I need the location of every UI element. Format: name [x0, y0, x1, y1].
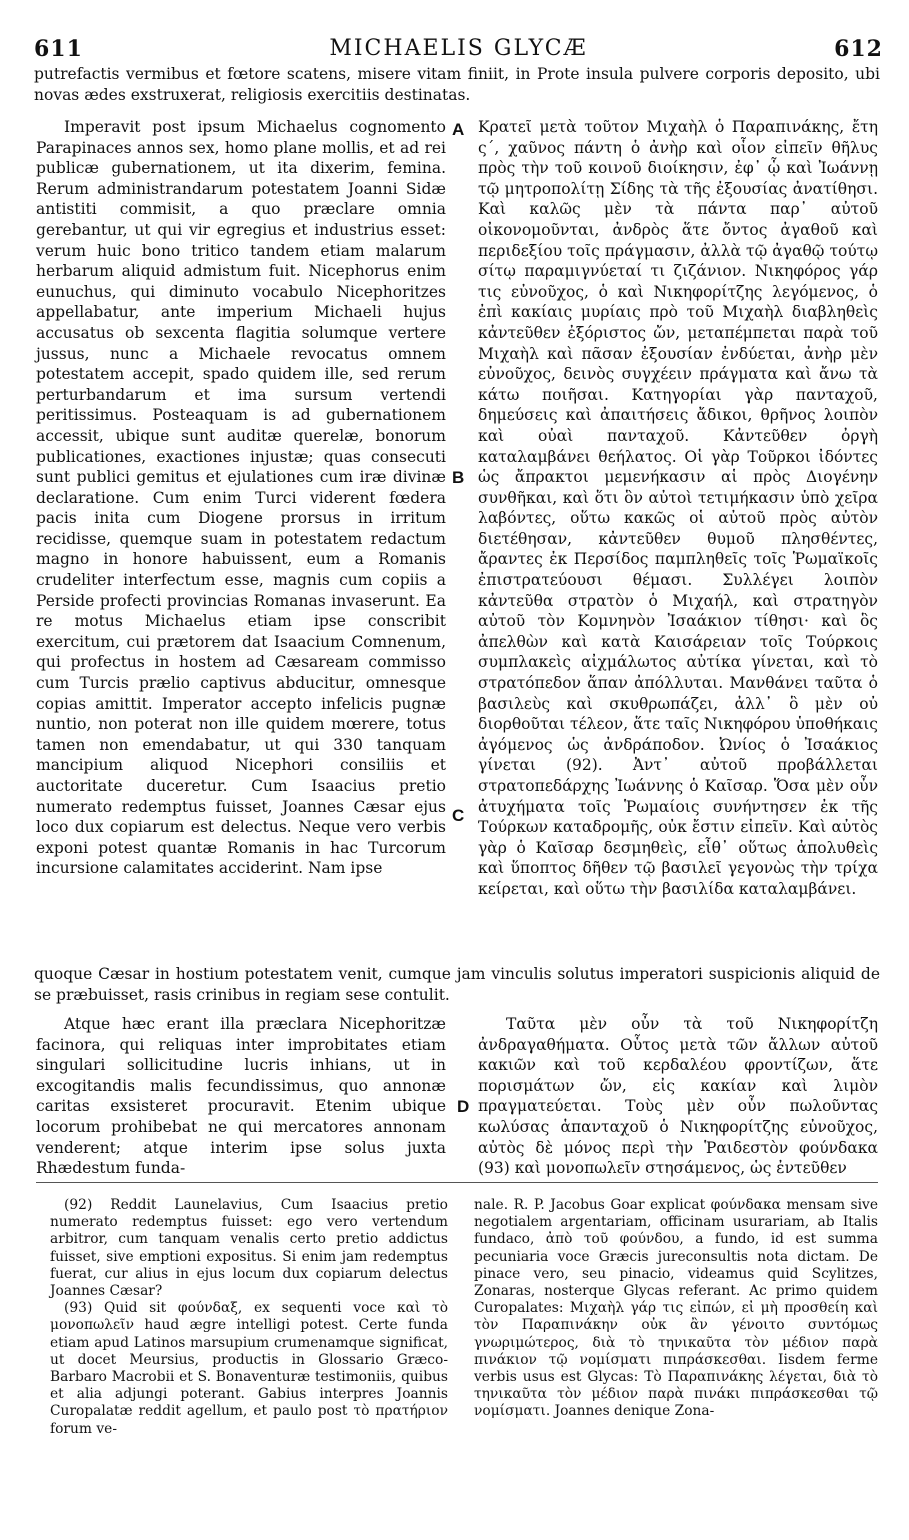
bridge-text	[34, 964, 880, 1005]
margin-marker-a: A	[452, 120, 465, 139]
footnote-93-continued: nale. R. P. Jacobus Goar explicat φούνδακα mensam sive negotialem argentariam, officinam usurariam, ab Italis fundaco, ἀπὸ τοῦ φούνδου, a fundo, id est summa pecuniaria voce Græcis jureconsultis nota dictam. De pinace vero, seu pinacio, videamus quid Scylitzes, Zonaras, nosterque Glycas referant. Ac primo quidem Curopalates: Μιχαὴλ γάρ τις εἰπών, εἰ μὴ προσθείη καὶ τὸν Παραπινάκην οὐκ ἂν γένοιτο συντόμως γνωριμώτερος, διὰ τὸ τηνικαῦτα τὸν μέδιον παρὰ πινάκιον τῷ νομίσματι πιπράσκεσθαι. Iisdem ferme verbis usus est Glycas: Τὸ Παραπινάκης λέγεται, διὰ τὸ τηνικαῦτα τὸν μέδιον παρὰ πινάκι πιπράσκεσθαι τῷ νομίσματι. Joannes denique Zona-	[474, 1197, 878, 1420]
page-number-right: 612	[834, 36, 883, 62]
latin-paragraph-2: Atque hæc erant illa præclara Nicephoritzæ facinora, qui reliquas inter improbitates etiam singulari sollicitudine lucris inhians, ut in excogitandis malis fecundissimus, quo annonæ caritas exsisteret procuravit. Etenim ubique locorum prohibebat ne qui mercatores annonam venderent; atque interim ipse solus juxta Rhædestum funda-	[36, 1015, 446, 1178]
page-number-left: 611	[34, 36, 83, 62]
margin-marker-b: B	[452, 468, 465, 487]
footnote-93: (93) Quid sit φούνδαξ, ex sequenti voce καὶ τὸ μονοπωλεῖν haud ægre intelligi potest. Certe funda etiam apud Latinos marsupium crumenamque significat, ut docet Meursius, productis in Glossario Græco-Barbaro Macrobii et S. Bonaventuræ testimoniis, quibus et alia adjungi poterant. Gabius interpres Joannis Curopalatæ reddit agellum, et paulo post τὸ πρατήριον forum ve-	[50, 1300, 448, 1437]
latin-column-upper	[36, 117, 446, 879]
latin-paragraph-1: Imperavit post ipsum Michaelus cognomento Parapinaces annos sex, homo plane mollis, et ad rei publicæ gubernationem, ut ita dixerim, femina. Rerum administrandarum potestatem Joanni Sidæ antistiti commisit, a quo præclare omnia gerebantur, ut qui vir egregius et industrius esset: verum huic bono tritico tandem etiam malarum herbarum aliquid admistum fuit. Nicephorus enim eunuchus, qui diminuto vocabulo Nicephoritzes appellabatur, ante imperium Michaeli hujus accusatus ob sexcenta flagitia solumque vertere jussus, nunc a Michaele revocatus omnem potestatem accepit, spado quidem ille, sed rerum perturbandarum et ima sursum vertendi peritissimus. Posteaquam is ad gubernationem accessit, ubique sunt auditæ querelæ, bonorum publicationes, exactiones injustæ; quas consecuti sunt publici gemitus et ejulationes cum iræ divinæ declaratione. Cum enim Turci viderent fœdera pacis inita cum Diogene prorsus in irritum recidisse, quemque suam in potestatem redactum magno in honore habuissent, eum a Romanis crudeliter interfectum esse, magnis cum copiis a Perside profecti provincias Romanas invaserunt. Ea re motus Michaelus etiam ipse conscribit exercitum, cui prætorem dat Isaacium Comnenum, qui profectus in hostem ad Cæsaream commisso cum Turcis prælio captivus abducitur, omnesque copias amittit. Imperator accepto infelicis pugnæ nuntio, non poterat non ille quidem mœrere, totus tamen non emendabatur, ut qui 330 tanquam mancipium aliquod Nicephori consiliis et auctoritate duceretur. Cum Isaacius pretio numerato redemptus fuisset, Joannes Cæsar ejus loco dux copiarum est delectus. Neque vero verbis exponi potest quantæ Romanis in hac Turcorum incursione calamitates acciderint. Nam ipse	[36, 118, 446, 878]
latin-column-lower	[36, 1014, 446, 1179]
page-header	[30, 30, 887, 60]
greek-column-upper	[478, 117, 878, 900]
footnote-92: (92) Reddit Launelavius, Cum Isaacius pretio numerato redemptus fuisset: ego vero vertendum arbitror, cum tanquam venalis certo pretio addictus fuisset, sive emptioni expositus. Si enim jam redemptus fuerat, cur alius in ejus locum dux copiarum delectus Joannes Cæsar?	[50, 1197, 448, 1300]
top-text	[34, 64, 880, 105]
footnotes-left	[50, 1197, 448, 1438]
greek-column-lower	[478, 1014, 878, 1179]
running-title: MICHAELIS GLYCÆ	[329, 36, 588, 61]
bridge-paragraph: quoque Cæsar in hostium potestatem venit, cumque jam vinculis solutus imperatori suspicionis aliquid de se præbuisset, rasis crinibus in regiam sese contulit.	[34, 965, 880, 1004]
margin-marker-d: D	[457, 1097, 470, 1116]
top-paragraph: putrefactis vermibus et fœtore scatens, misere vitam finiit, in Prote insula pulvere corporis deposito, ubi novas ædes exstruxerat, religiosis exercitiis destinatas.	[34, 65, 880, 104]
footnotes-right	[474, 1197, 878, 1421]
margin-marker-c: C	[452, 806, 465, 825]
greek-paragraph-2: Ταῦτα μὲν οὖν τὰ τοῦ Νικηφορίτζη ἀνδραγαθήματα. Οὗτος μετὰ τῶν ἄλλων αὐτοῦ κακιῶν καὶ τοῦ κερδαλέου φροντίζων, ἅτε πορισμάτων ὤν, εἰς κακίαν καὶ λιμὸν πραγματεύεται. Τοὺς μὲν οὖν πωλοῦντας κωλύσας ἁπανταχοῦ ὁ Νικηφορίτζης εὐνοῦχος, αὐτὸς δὲ μόνος περὶ τὴν Ῥαιδεστὸν φούνδακα (93) καὶ μονοπωλεῖν στησάμενος, ὡς ἐντεῦθεν	[478, 1015, 878, 1178]
footnote-divider	[36, 1182, 878, 1183]
greek-paragraph-1: Κρατεῖ μετὰ τοῦτον Μιχαὴλ ὁ Παραπινάκης, ἔτη ς΄, χαῦνος πάντη ὁ ἀνὴρ καὶ οἷον εἰπεῖν θῆλυς πρὸς τὴν τοῦ κοινοῦ διοίκησιν, ἐφ᾽ ᾧ καὶ Ἰωάννῃ τῷ μητροπολίτῃ Σίδης τὰ τῆς ἐξουσίας ἀνατίθησι. Καὶ καλῶς μὲν τὰ πάντα παρ᾽ αὐτοῦ οἰκονομοῦνται, ἀνδρὸς ἅτε ὄντος ἀγαθοῦ καὶ περιδεξίου τοῖς πράγμασιν, ἀλλὰ τῷ ἀγαθῷ τούτῳ σίτῳ παραμιγνύεταί τι ζιζάνιον. Νικηφόρος γάρ τις εὐνοῦχος, ὁ καὶ Νικηφορίτζης λεγόμενος, ὁ ἐπὶ κακίαις μυρίαις πρὸ τοῦ Μιχαὴλ διαβληθεὶς κἀντεῦθεν ἐξόριστος ὤν, μεταπέμπεται παρὰ τοῦ Μιχαὴλ καὶ πᾶσαν ἐξουσίαν ἐνδύεται, ἀνὴρ μὲν εὐνοῦχος, δεινὸς συγχέειν πράγματα καὶ ἄνω τὰ κάτω ποιῆσαι. Κατηγορίαι γὰρ πανταχοῦ, δημεύσεις καὶ ἀπαιτήσεις ἄδικοι, θρῆνος λοιπὸν καὶ οὐαὶ πανταχοῦ. Κἀντεῦθεν ὀργὴ καταλαμβάνει θεήλατος. Οἱ γὰρ Τοῦρκοι ἰδόντες ὡς ἄπρακτοι μεμενήκασιν αἱ πρὸς Διογένην συνθῆκαι, καὶ ὅτι ὃν αὐτοὶ τετιμήκασιν ὑπὸ χεῖρα λαβόντες, οὕτω κακῶς οἱ αὐτοῦ πρὸς αὐτὸν διετέθησαν, κἀντεῦθεν θυμοῦ πλησθέντες, ἄραντες ἐκ Περσίδος παμπληθεῖς τοῖς Ῥωμαϊκοῖς ἐπιστρατεύουσι θέμασι. Συλλέγει λοιπὸν κἀντεῦθα στρατὸν ὁ Μιχαήλ, καὶ στρατηγὸν αὐτοῦ τὸν Κομνηνὸν Ἰσαάκιον τίθησι· καὶ ὃς ἀπελθὼν καὶ κατὰ Καισάρειαν τοῖς Τούρκοις συμπλακεὶς αἰχμάλωτος αὐτίκα γίνεται, καὶ τὸ στρατόπεδον ἅπαν ἀπόλλυται. Μανθάνει ταῦτα ὁ βασιλεὺς καὶ σκυθρωπάζει, ἀλλ᾽ ὃ μὲν οὐ διορθοῦται τέλεον, ἅτε ταῖς Νικηφόρου ὑποθήκαις ἀγόμενος ὡς ἀνδράποδον. Ὠνίος ὁ Ἰσαάκιος γίνεται (92). Ἀντ᾽ αὐτοῦ προβάλλεται στρατοπεδάρχης Ἰωάννης ὁ Καῖσαρ. Ὅσα μὲν οὖν ἀτυχήματα τοῖς Ῥωμαίοις συνήντησεν ἐκ τῆς Τούρκων καταδρομῆς, οὐκ ἔστιν εἰπεῖν. Καὶ αὐτὸς γὰρ ὁ Καῖσαρ δεσμηθεὶς, εἶθ᾽ οὕτως ἀπολυθεὶς καὶ ὕποπτος δῆθεν τῷ βασιλεῖ γεγονὼς τὴν τρίχα κείρεται, καὶ οὕτω τὴν βασιλίδα καταλαμβάνει.	[478, 118, 878, 898]
